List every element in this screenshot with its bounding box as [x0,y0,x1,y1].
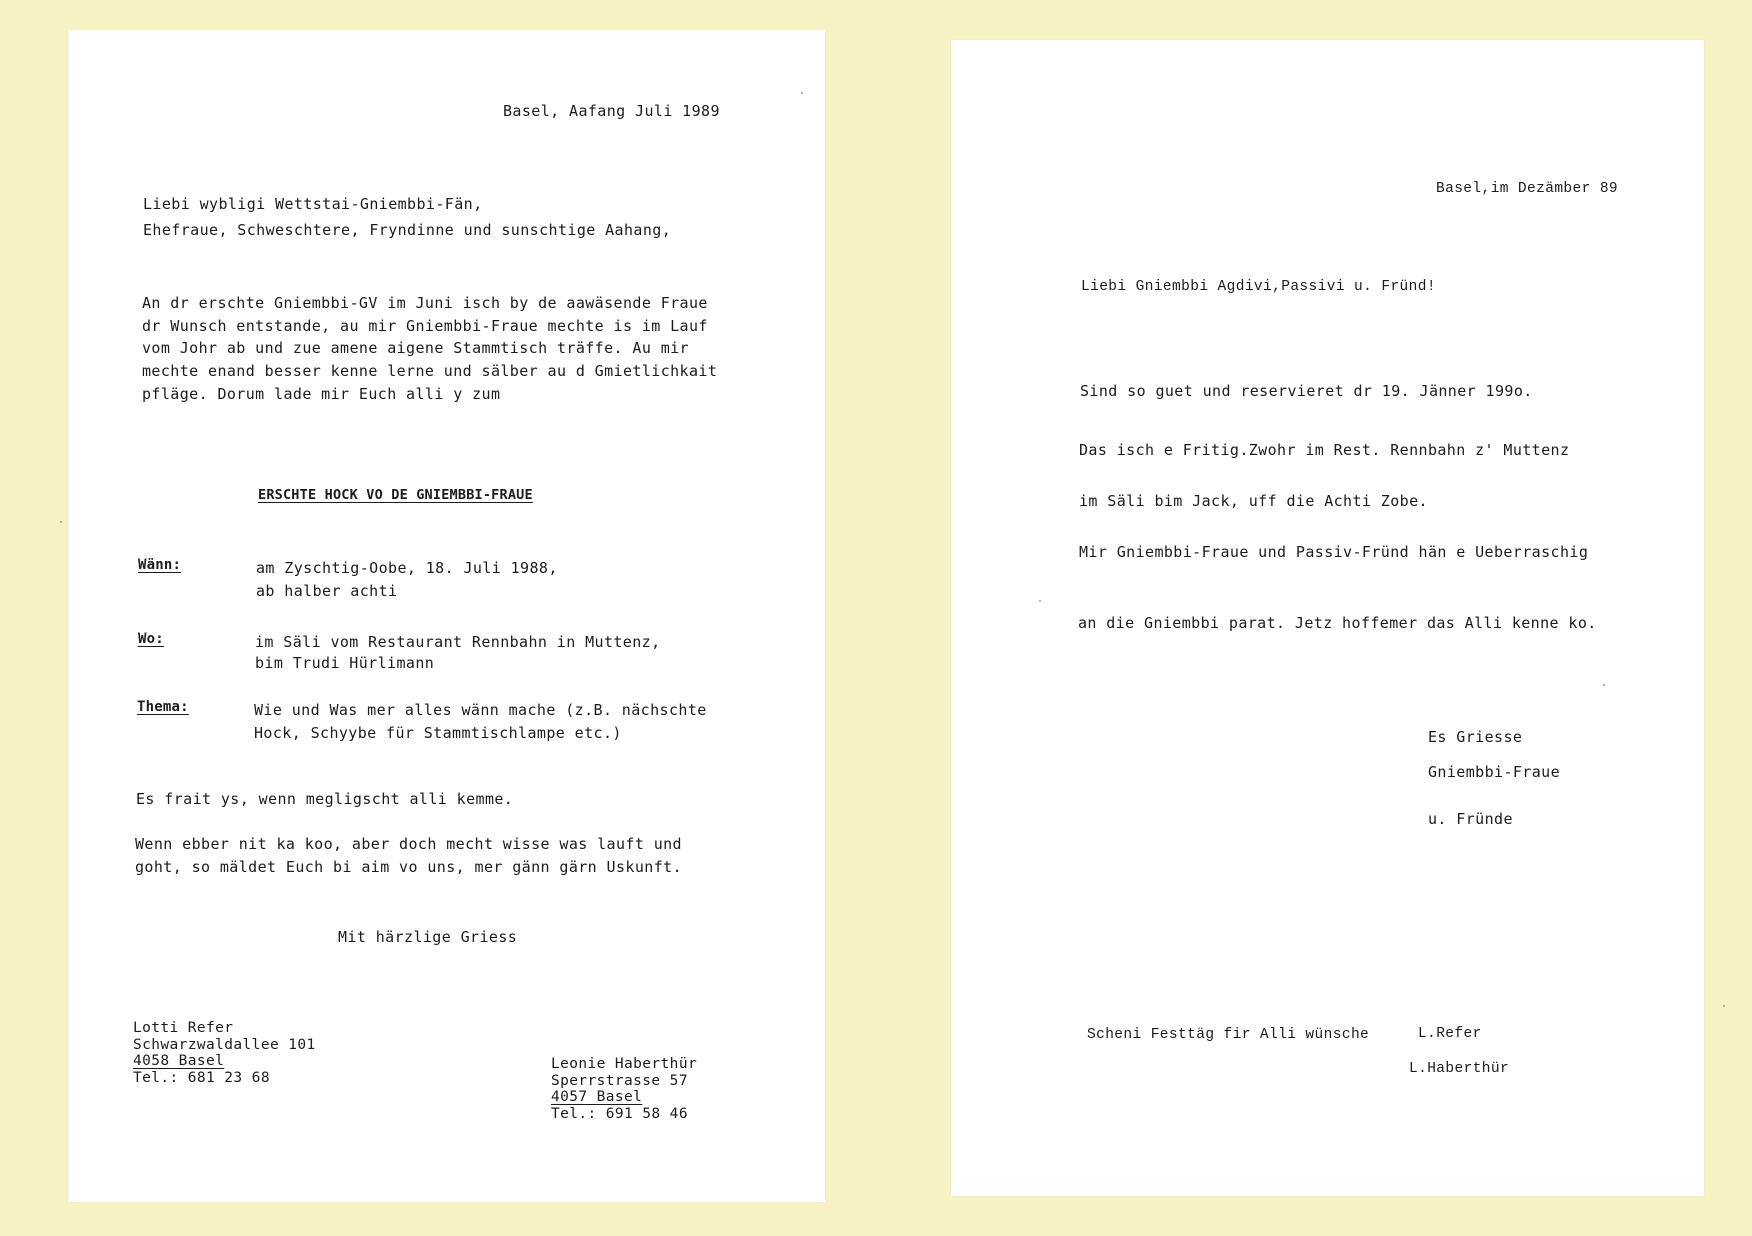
contact-leonie-phone: Tel.: 691 58 46 [551,1105,688,1122]
contact-leonie-name: Leonie Haberthür [551,1056,698,1072]
paper-speck [1603,684,1605,686]
background-speck [60,521,62,523]
letter-left-date: Basel, Aafang Juli 1989 [503,102,720,120]
right-line-5: an die Gniembbi parat. Jetz hoffemer das Alli kenne ko. [1078,614,1597,632]
greeting-line-2: Gniembbi-Fraue [1428,763,1561,781]
greeting-line-1: Es Griesse [1428,728,1523,746]
contact-lotti-phone: Tel.: 681 23 68 [133,1069,270,1086]
intro-line-4: mechte enand besser kenne lerne und sälber au d Gmietlichkait [142,362,718,380]
intro-line-2: dr Wunsch entstande, au mir Gniembbi-Fraue mechte is im Lauf [142,317,708,335]
contact-leonie-city: 4057 Basel [551,1089,643,1105]
festive-wishes: Scheni Festtäg fir Alli wünsche [1087,1027,1370,1043]
intro-line-5: pfläge. Dorum lade mir Euch alli y zum [142,385,501,403]
detail-when-line-2: ab halber achti [256,582,398,600]
detail-label-topic: Thema: [137,699,189,715]
contact-lotti [133,1020,316,1086]
right-line-2: Das isch e Fritig.Zwohr im Rest. Rennbahn z' Muttenz [1079,441,1570,459]
contact-leonie [551,1056,697,1122]
intro-line-3: vom Johr ab und zue amene aigene Stammtisch träffe. Au mir [142,339,689,357]
letter-left [68,30,825,1202]
signature-haberthuer: L.Haberthür [1409,1061,1510,1077]
letter-right [951,40,1704,1196]
salutation-line-1: Liebi wybligi Wettstai-Gniembbi-Fän, [143,195,483,213]
detail-where-line-2: bim Trudi Hürlimann [255,654,435,672]
right-line-1: Sind so guet und reservieret dr 19. Jänner 199o. [1080,382,1533,400]
detail-label-when: Wänn: [138,557,182,573]
detail-where-line-1: im Säli vom Restaurant Rennbahn in Muttenz, [255,633,661,651]
detail-topic-line-1: Wie und Was mer alles wänn mache (z.B. nächschte [254,701,707,719]
paper-speck [801,92,803,94]
intro-line-1: An dr erschte Gniembbi-GV im Juni isch by de aawäsende Fraue [142,294,708,312]
salutation-line-2: Ehefraue, Schweschtere, Fryndinne und sunschtige Aahang, [143,221,672,239]
background-speck [1723,1005,1725,1007]
contact-lotti-street: Schwarzwaldallee 101 [133,1036,316,1053]
closing-note: Es frait ys, wenn megligscht alli kemme. [136,790,514,808]
detail-topic-line-2: Hock, Schyybe für Stammtischlampe etc.) [254,724,622,742]
greeting-line-3: u. Fründe [1428,810,1513,828]
contact-lotti-name: Lotti Refer [133,1020,234,1036]
contact-lotti-city: 4058 Basel [133,1053,225,1069]
paper-speck [1039,600,1041,602]
info-note-line-2: goht, so mäldet Euch bi aim vo uns, mer gänn gärn Uskunft. [135,858,682,876]
right-line-4: Mir Gniembbi-Fraue und Passiv-Fründ hän e Ueberraschig [1079,543,1589,561]
event-heading: ERSCHTE HOCK VO DE GNIEMBBI-FRAUE [258,487,533,503]
detail-label-where: Wo: [138,631,164,647]
right-salutation: Liebi Gniembbi Agdivi,Passivi u. Fründ! [1081,279,1436,295]
regards: Mit härzlige Griess [338,928,518,946]
contact-leonie-street: Sperrstrasse 57 [551,1072,688,1089]
letter-right-date: Basel,im Dezämber 89 [1436,181,1619,197]
signature-refer: L.Refer [1418,1026,1482,1042]
info-note-line-1: Wenn ebber nit ka koo, aber doch mecht wisse was lauft und [135,835,682,853]
detail-when-line-1: am Zyschtig-Oobe, 18. Juli 1988, [256,559,558,577]
right-line-3: im Säli bim Jack, uff die Achti Zobe. [1079,492,1428,510]
